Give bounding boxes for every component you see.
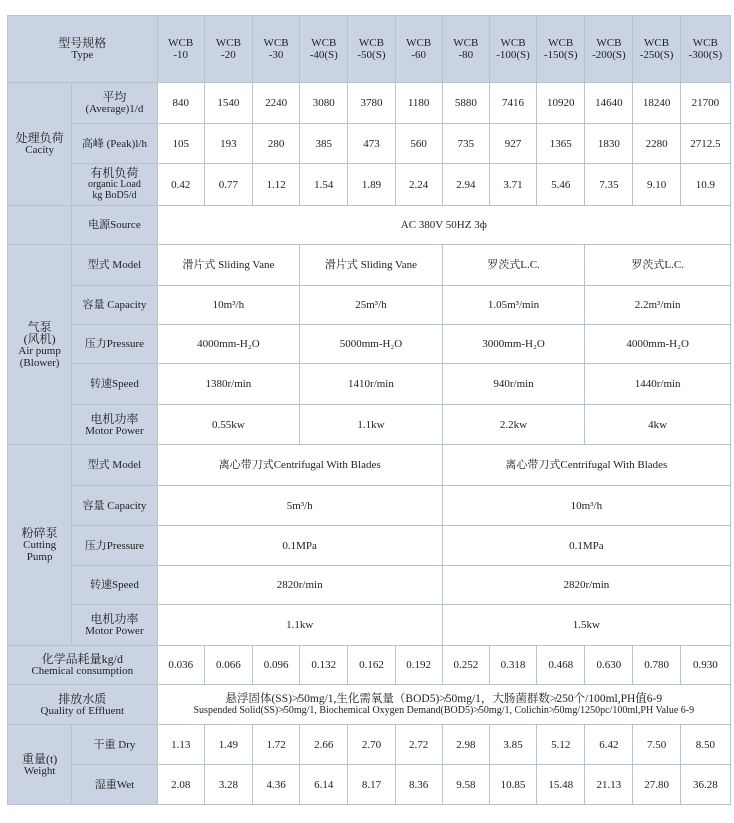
pump-group-zh: 粉碎泵 <box>21 526 58 540</box>
row-blower-motor <box>8 405 731 445</box>
blower-motor-value-cell: 4kw <box>585 405 731 445</box>
organic-value-cell: 1.54 <box>300 164 348 206</box>
average-label <box>72 83 157 124</box>
blower-capacity-value-cell: 2.2m³/min <box>585 286 731 325</box>
organic-value-cell: 0.42 <box>157 164 204 206</box>
row-blower-model <box>8 245 731 286</box>
chemical-value-cell: 0.066 <box>204 646 252 685</box>
model-prefix: WCB <box>263 37 289 49</box>
model-suffix: -300(S) <box>688 49 723 61</box>
pump-model-value-cell: 离心带刀式Centrifugal With Blades <box>157 445 442 486</box>
organic-label-en2: kg BoD5/d <box>92 190 137 201</box>
row-pump-speed <box>8 566 731 605</box>
capacity-group-label <box>8 83 72 206</box>
spec-table <box>7 15 731 805</box>
peak-value-cell: 105 <box>157 124 204 164</box>
model-header-cell <box>348 16 395 83</box>
average-value-cell: 7416 <box>489 83 536 124</box>
dry-value-cell: 7.50 <box>633 725 680 765</box>
model-header-cell <box>585 16 633 83</box>
blower-motor-value-cell: 0.55kw <box>157 405 300 445</box>
peak-value-cell: 927 <box>489 124 536 164</box>
power-source-label: 电源Source <box>72 206 157 245</box>
blower-model-value-cell: 滑片式 Sliding Vane <box>157 245 300 286</box>
model-header-cell <box>442 16 489 83</box>
model-header-cell <box>537 16 585 83</box>
blower-group-zh1: 气泵 <box>27 319 52 334</box>
peak-value-cell: 2280 <box>633 124 680 164</box>
wet-value-cell: 15.48 <box>537 765 585 805</box>
model-suffix: -30 <box>268 49 284 61</box>
peak-value-cell: 560 <box>395 124 442 164</box>
organic-value-cell: 2.24 <box>395 164 442 206</box>
model-header-cell <box>157 16 204 83</box>
motor-label-zh: 电机功率 <box>90 411 139 426</box>
effluent-label-en: Quality of Effluent <box>40 704 125 717</box>
model-suffix: -250(S) <box>639 49 674 61</box>
weight-group-en: Weight <box>23 764 56 777</box>
dry-value-cell: 1.72 <box>252 725 299 765</box>
effluent-label-zh: 排放水质 <box>58 691 107 706</box>
model-header-cell <box>252 16 299 83</box>
average-value-cell: 3780 <box>348 83 395 124</box>
average-value-cell: 21700 <box>680 83 730 124</box>
blower-capacity-value-cell: 10m³/h <box>157 286 300 325</box>
model-header-cell <box>395 16 442 83</box>
blower-speed-value-cell: 1380r/min <box>157 364 300 405</box>
average-value-cell: 10920 <box>537 83 585 124</box>
pump-motor-value-cell: 1.5kw <box>442 605 730 646</box>
model-prefix: WCB <box>453 37 479 49</box>
wet-value-cell: 6.14 <box>300 765 348 805</box>
type-label-en: Type <box>71 49 94 61</box>
blower-speed-value-cell: 940r/min <box>442 364 585 405</box>
pump-pressure-value-cell: 0.1MPa <box>157 526 442 566</box>
row-average <box>8 83 731 124</box>
average-label-zh: 平均 <box>102 90 127 104</box>
wet-value-cell: 21.13 <box>585 765 633 805</box>
chemical-value-cell: 0.192 <box>395 646 442 685</box>
model-header-cell <box>633 16 680 83</box>
row-pump-model <box>8 445 731 486</box>
type-header <box>8 16 158 83</box>
model-suffix: -20 <box>221 49 236 61</box>
blower-pressure-value-cell: 4000mm-H₂O <box>585 325 731 364</box>
chemical-value-cell: 0.630 <box>585 646 633 685</box>
row-pump-motor <box>8 605 731 646</box>
dry-value-cell: 1.49 <box>204 725 252 765</box>
row-peak <box>8 124 731 164</box>
pump-motor-label <box>72 605 157 646</box>
average-label-en: (Average)1/d <box>85 103 144 115</box>
organic-label-en1: organic Load <box>88 179 141 190</box>
average-value-cell: 18240 <box>633 83 680 124</box>
row-effluent <box>8 685 731 725</box>
blower-group-zh2: (风机) <box>23 331 56 346</box>
dry-value-cell: 2.66 <box>300 725 348 765</box>
model-suffix: -40(S) <box>309 49 338 61</box>
row-weight-wet <box>8 765 731 805</box>
wet-value-cell: 10.85 <box>489 765 536 805</box>
model-suffix: -200(S) <box>592 49 626 61</box>
dry-value-cell: 5.12 <box>537 725 585 765</box>
motor-label-en: Motor Power <box>85 424 144 437</box>
pump-speed-value-cell: 2820r/min <box>442 566 730 605</box>
model-suffix: -50(S) <box>357 49 386 61</box>
pump-speed-value-cell: 2820r/min <box>157 566 442 605</box>
weight-group-label <box>8 725 72 805</box>
model-suffix: -10 <box>173 49 189 61</box>
blower-model-value-cell: 滑片式 Sliding Vane <box>300 245 443 286</box>
organic-value-cell: 3.71 <box>489 164 536 206</box>
blower-speed-value-cell: 1410r/min <box>300 364 443 405</box>
wet-value-cell: 8.36 <box>395 765 442 805</box>
blower-speed-label: 转速Speed <box>72 364 157 405</box>
capacity-group-zh: 处理负荷 <box>15 131 64 145</box>
row-blower-pressure <box>8 325 731 364</box>
blower-pressure-value-cell: 4000mm-H₂O <box>157 325 300 364</box>
wet-value-cell: 3.28 <box>204 765 252 805</box>
average-value-cell: 1180 <box>395 83 442 124</box>
chemical-label-zh: 化学品耗量kg/d <box>41 652 123 666</box>
model-header-cell <box>489 16 536 83</box>
row-blower-speed <box>8 364 731 405</box>
wet-value-cell: 27.80 <box>633 765 680 805</box>
organic-value-cell: 1.89 <box>348 164 395 206</box>
type-label-zh: 型号规格 <box>58 36 107 50</box>
model-suffix: -150(S) <box>543 49 578 61</box>
dry-label: 干重 Dry <box>72 725 157 765</box>
effluent-line-en: Suspended Solid(SS)≯50mg/1, Biochemical Oxygen Demand(BOD5)≯50mg/1, Colichin≯50mg/1250pc/100ml,PH Value 6-9 <box>193 704 695 716</box>
row-power-source <box>8 206 731 245</box>
model-suffix: -60 <box>411 49 426 61</box>
chemical-label-en: Chemical consumption <box>31 665 134 677</box>
average-value-cell: 2240 <box>252 83 299 124</box>
dry-value-cell: 6.42 <box>585 725 633 765</box>
peak-value-cell: 473 <box>348 124 395 164</box>
blower-group-en2: (Blower) <box>19 356 60 369</box>
model-header-cell <box>680 16 730 83</box>
dry-value-cell: 2.70 <box>348 725 395 765</box>
pump-speed-label: 转速Speed <box>72 566 157 605</box>
blower-model-value-cell: 罗茨式L.C. <box>442 245 585 286</box>
average-value-cell: 14640 <box>585 83 633 124</box>
wet-value-cell: 8.17 <box>348 765 395 805</box>
blower-pressure-value-cell: 3000mm-H₂O <box>442 325 585 364</box>
model-header-cell <box>204 16 252 83</box>
blower-capacity-label: 容量 Capacity <box>72 286 157 325</box>
wet-value-cell: 2.08 <box>157 765 204 805</box>
motor-label-zh: 电机功率 <box>90 612 139 626</box>
pump-capacity-value-cell: 5m³/h <box>157 486 442 526</box>
organic-label <box>72 164 157 206</box>
pump-pressure-label: 压力Pressure <box>72 526 157 566</box>
wet-value-cell: 9.58 <box>442 765 489 805</box>
power-source-group <box>8 206 72 245</box>
average-value-cell: 1540 <box>204 83 252 124</box>
row-type <box>8 16 731 83</box>
pump-group-en2: Pump <box>26 551 53 563</box>
effluent-line-zh: 悬浮固体(SS)≯50mg/1,生化需氧量（BOD5)≯50mg/1，大肠菌群数≯250个/100ml,PH值6-9 <box>225 692 663 705</box>
organic-value-cell: 5.46 <box>537 164 585 206</box>
dry-value-cell: 2.98 <box>442 725 489 765</box>
chemical-value-cell: 0.036 <box>157 646 204 685</box>
blower-motor-value-cell: 1.1kw <box>300 405 443 445</box>
dry-value-cell: 1.13 <box>157 725 204 765</box>
model-prefix: WCB <box>358 37 384 49</box>
chemical-label <box>8 646 158 685</box>
chemical-value-cell: 0.162 <box>348 646 395 685</box>
chemical-value-cell: 0.930 <box>680 646 730 685</box>
blower-motor-value-cell: 2.2kw <box>442 405 585 445</box>
model-prefix: WCB <box>548 37 574 49</box>
organic-value-cell: 7.35 <box>585 164 633 206</box>
chemical-value-cell: 0.780 <box>633 646 680 685</box>
model-prefix: WCB <box>644 37 670 49</box>
effluent-value <box>157 685 730 725</box>
pump-pressure-value-cell: 0.1MPa <box>442 526 730 566</box>
peak-label: 高峰 (Peak)l/h <box>72 124 157 164</box>
weight-group-zh: 重量(t) <box>21 751 58 766</box>
pump-model-value-cell: 离心带刀式Centrifugal With Blades <box>442 445 730 486</box>
wet-value-cell: 36.28 <box>680 765 730 805</box>
model-prefix: WCB <box>596 37 622 49</box>
row-pump-capacity <box>8 486 731 526</box>
chemical-value-cell: 0.318 <box>489 646 536 685</box>
peak-value-cell: 1365 <box>537 124 585 164</box>
blower-model-label: 型式 Model <box>72 245 157 286</box>
pump-group-label <box>8 445 72 646</box>
blower-motor-label <box>72 405 157 445</box>
organic-label-zh: 有机负荷 <box>90 166 139 180</box>
wet-value-cell: 4.36 <box>252 765 299 805</box>
chemical-value-cell: 0.132 <box>300 646 348 685</box>
motor-label-en: Motor Power <box>85 625 144 637</box>
blower-pressure-label: 压力Pressure <box>72 325 157 364</box>
blower-capacity-value-cell: 25m³/h <box>300 286 443 325</box>
blower-group-en1: Air pump <box>18 344 61 357</box>
blower-speed-value-cell: 1440r/min <box>585 364 731 405</box>
row-chemical <box>8 646 731 685</box>
organic-value-cell: 1.12 <box>252 164 299 206</box>
blower-pressure-value-cell: 5000mm-H₂O <box>300 325 443 364</box>
peak-value-cell: 1830 <box>585 124 633 164</box>
average-value-cell: 3080 <box>300 83 348 124</box>
row-weight-dry <box>8 725 731 765</box>
pump-capacity-label: 容量 Capacity <box>72 486 157 526</box>
row-pump-pressure <box>8 526 731 566</box>
peak-value-cell: 385 <box>300 124 348 164</box>
effluent-label <box>8 685 158 725</box>
organic-value-cell: 10.9 <box>680 164 730 206</box>
average-value-cell: 5880 <box>442 83 489 124</box>
pump-capacity-value-cell: 10m³/h <box>442 486 730 526</box>
model-prefix: WCB <box>168 37 194 49</box>
model-prefix: WCB <box>692 37 718 49</box>
model-suffix: -100(S) <box>496 49 530 61</box>
peak-value-cell: 280 <box>252 124 299 164</box>
capacity-group-en: Cacity <box>25 144 54 156</box>
chemical-value-cell: 0.468 <box>537 646 585 685</box>
blower-capacity-value-cell: 1.05m³/min <box>442 286 585 325</box>
row-blower-capacity <box>8 286 731 325</box>
pump-model-label: 型式 Model <box>72 445 157 486</box>
model-prefix: WCB <box>406 37 432 49</box>
peak-value-cell: 193 <box>204 124 252 164</box>
row-organic <box>8 164 731 206</box>
dry-value-cell: 2.72 <box>395 725 442 765</box>
blower-group-label <box>8 245 72 445</box>
model-prefix: WCB <box>500 37 526 49</box>
model-header-cell <box>300 16 348 83</box>
average-value-cell: 840 <box>157 83 204 124</box>
power-source-value: AC 380V 50HZ 3ф <box>157 206 730 245</box>
chemical-value-cell: 0.096 <box>252 646 299 685</box>
model-prefix: WCB <box>215 37 241 49</box>
peak-value-cell: 2712.5 <box>680 124 730 164</box>
chemical-value-cell: 0.252 <box>442 646 489 685</box>
wet-label: 湿重Wet <box>72 765 157 805</box>
model-suffix: -80 <box>458 49 474 61</box>
organic-value-cell: 2.94 <box>442 164 489 206</box>
spec-table-body <box>8 16 731 805</box>
spec-table-container <box>7 15 731 805</box>
pump-motor-value-cell: 1.1kw <box>157 605 442 646</box>
model-prefix: WCB <box>311 37 337 49</box>
peak-value-cell: 735 <box>442 124 489 164</box>
organic-value-cell: 9.10 <box>633 164 680 206</box>
organic-value-cell: 0.77 <box>204 164 252 206</box>
pump-group-en1: Cutting <box>23 539 57 551</box>
dry-value-cell: 8.50 <box>680 725 730 765</box>
dry-value-cell: 3.85 <box>489 725 536 765</box>
blower-model-value-cell: 罗茨式L.C. <box>585 245 731 286</box>
